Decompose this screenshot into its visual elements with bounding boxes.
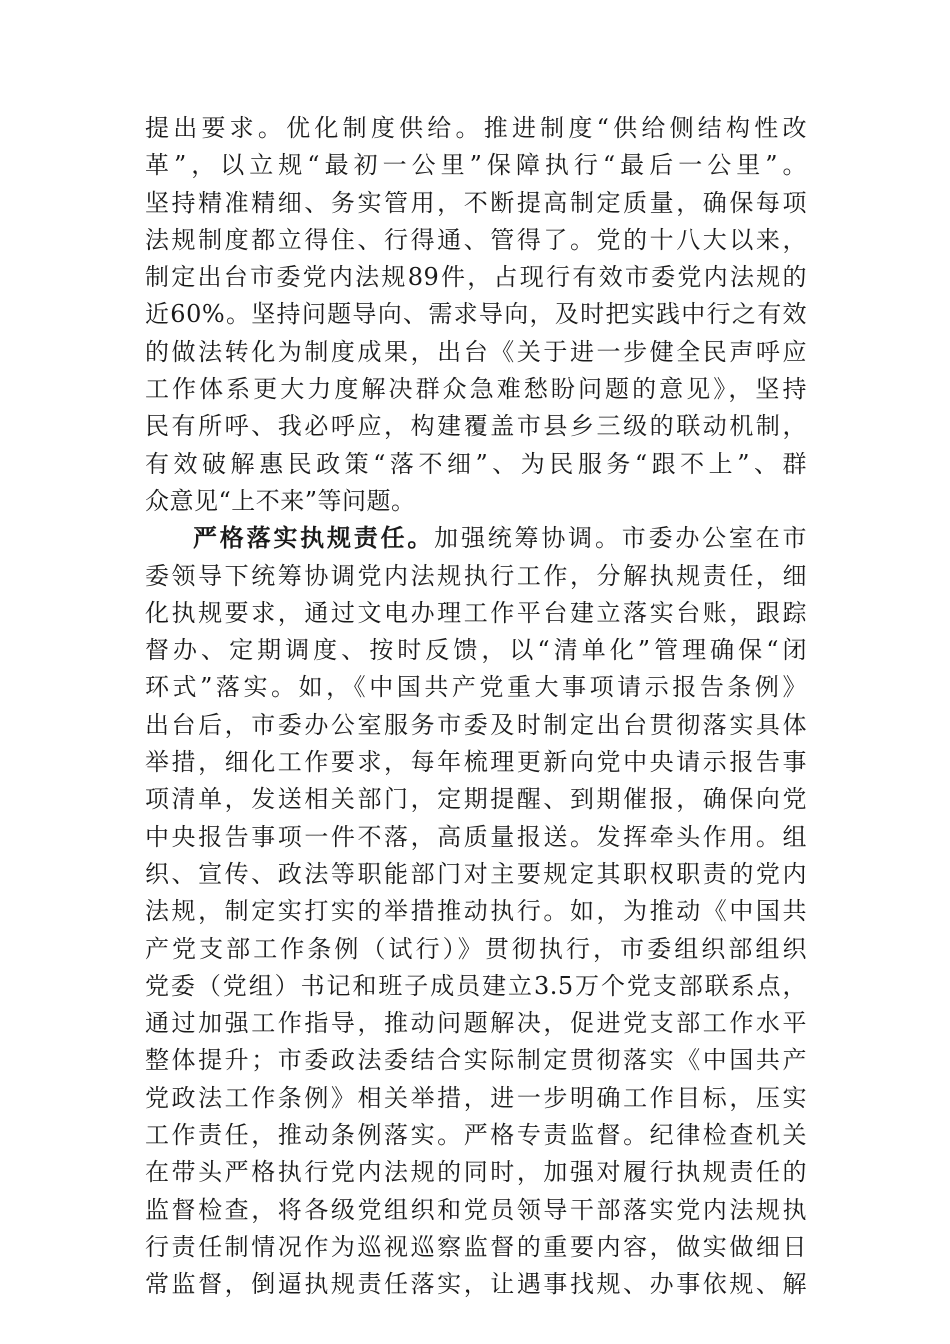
text-line: 的做法转化为制度成果，出台《关于进一步健全民声呼应 bbox=[145, 337, 807, 366]
text-line: 在带头严格执行党内法规的同时，加强对履行执规责任的 bbox=[145, 1158, 807, 1187]
text-line: 中央报告事项一件不落，高质量报送。发挥牵头作用。组 bbox=[145, 822, 807, 851]
text-line: 项清单，发送相关部门，定期提醒、到期催报，确保向党 bbox=[145, 785, 807, 814]
text-line: 制定出台市委党内法规89件，占现行有效市委党内法规的 bbox=[145, 263, 807, 292]
text-line: 监督检查，将各级党组织和党员领导干部落实党内法规执 bbox=[145, 1195, 807, 1224]
text-line: 工作责任，推动条例落实。严格专责监督。纪律检查机关 bbox=[145, 1121, 807, 1150]
text-line: 行责任制情况作为巡视巡察监督的重要内容，做实做细日 bbox=[145, 1232, 807, 1261]
text-line: 党政法工作条例》相关举措，进一步明确工作目标，压实 bbox=[145, 1083, 807, 1112]
text-line: 举措，细化工作要求，每年梳理更新向党中央请示报告事 bbox=[145, 748, 807, 777]
text-line: 众意见“上不来”等问题。 bbox=[145, 486, 416, 515]
text-line: 坚持精准精细、务实管用，不断提高制定质量，确保每项 bbox=[145, 188, 807, 217]
text-line: 织、宣传、政法等职能部门对主要规定其职权职责的党内 bbox=[145, 859, 807, 888]
text-line: 提出要求。优化制度供给。推进制度“供给侧结构性改 bbox=[145, 114, 807, 142]
text-line: 督办、定期调度、按时反馈，以“清单化”管理确保“闭 bbox=[145, 636, 807, 665]
text-line: 法规，制定实打实的举措推动执行。如，为推动《中国共 bbox=[145, 897, 807, 926]
text-line: 民有所呼、我必呼应，构建覆盖市县乡三级的联动机制， bbox=[145, 412, 807, 441]
text-line: 常监督，倒逼执规责任落实，让遇事找规、办事依规、解 bbox=[145, 1270, 807, 1299]
text-line: 委领导下统筹协调党内法规执行工作，分解执规责任，细 bbox=[145, 561, 807, 590]
text-line-first bbox=[145, 520, 807, 557]
text-line: 出台后，市委办公室服务市委及时制定出台贯彻落实具体 bbox=[145, 710, 807, 739]
document-page bbox=[145, 110, 807, 1304]
text-line: 革”，以立规“最初一公里”保障执行“最后一公里”。 bbox=[145, 151, 807, 180]
text-line: 产党支部工作条例（试行）》贯彻执行，市委组织部组织 bbox=[145, 934, 807, 963]
paragraph-1 bbox=[145, 110, 807, 520]
text-run: 加强统筹协调。市委办公室在市 bbox=[434, 524, 808, 553]
text-line: 通过加强工作指导，推动问题解决，促进党支部工作水平 bbox=[145, 1009, 807, 1038]
text-line: 党委（党组）书记和班子成员建立3.5万个党支部联系点， bbox=[145, 971, 807, 1000]
text-line: 近60%。坚持问题导向、需求导向，及时把实践中行之有效 bbox=[145, 300, 807, 329]
text-line: 化执规要求，通过文电办理工作平台建立落实台账，跟踪 bbox=[145, 598, 807, 627]
paragraph-2 bbox=[145, 520, 807, 1303]
text-line: 法规制度都立得住、行得通、管得了。党的十八大以来， bbox=[145, 225, 807, 254]
text-line: 有效破解惠民政策“落不细”、为民服务“跟不上”、群 bbox=[145, 449, 807, 478]
text-line: 工作体系更大力度解决群众急难愁盼问题的意见》，坚持 bbox=[145, 375, 807, 404]
text-line: 整体提升；市委政法委结合实际制定贯彻落实《中国共产 bbox=[145, 1046, 807, 1075]
text-line: 环式”落实。如，《中国共产党重大事项请示报告条例》 bbox=[145, 673, 807, 702]
section-heading: 严格落实执规责任。 bbox=[193, 524, 435, 553]
